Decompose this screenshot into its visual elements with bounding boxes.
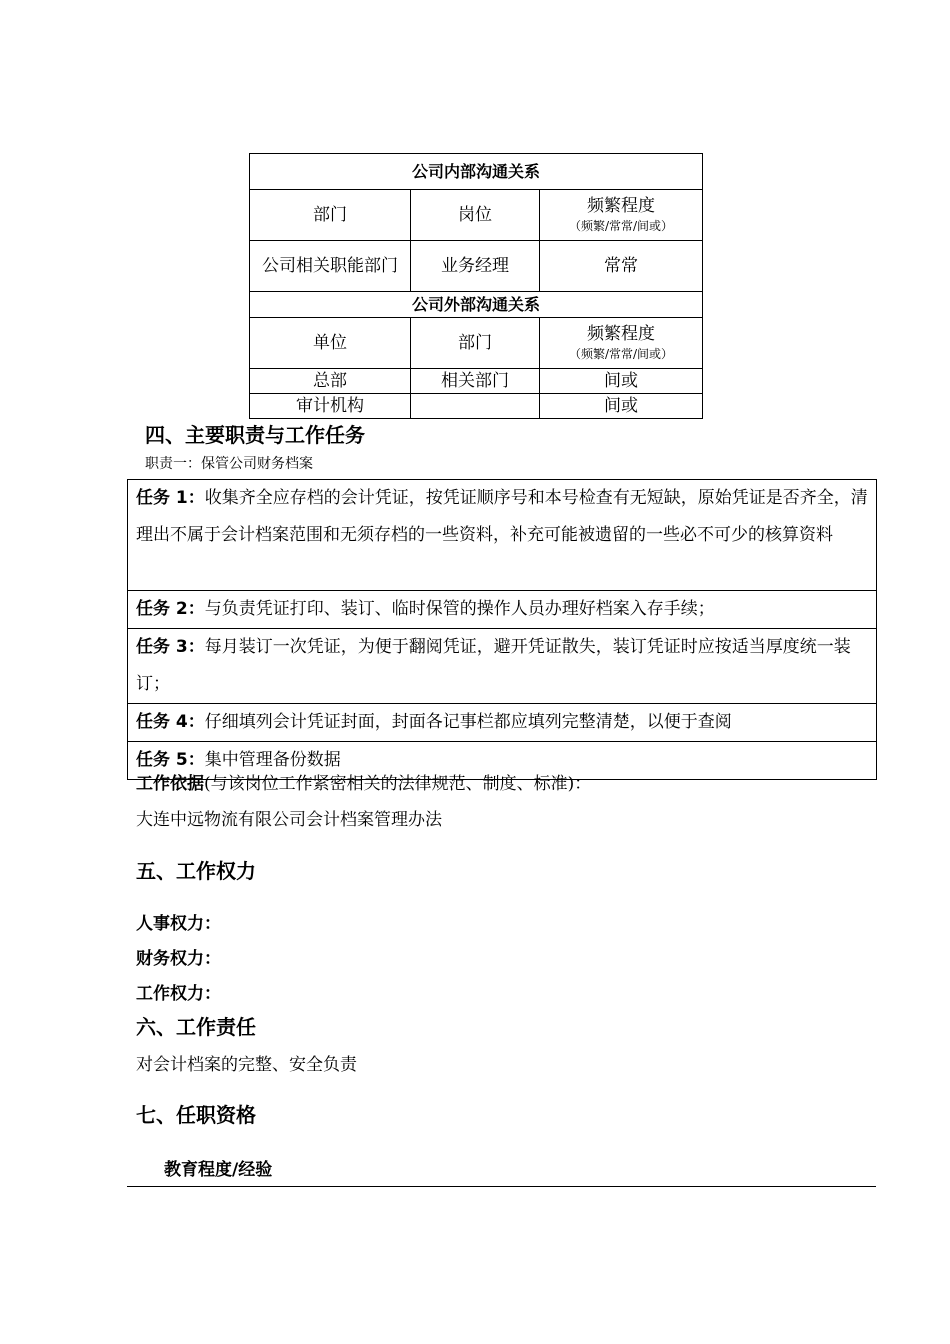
external-row-dept: 相关部门: [411, 369, 540, 394]
task-item: [128, 704, 877, 742]
freq-label: 频繁程度: [587, 324, 655, 344]
task-item: [128, 480, 877, 591]
power-item-personnel: 人事权力：: [136, 914, 221, 934]
task-text: 与负责凭证打印、装订、临时保管的操作人员办理好档案入存手续；: [204, 599, 715, 619]
duty-title: 职责一：保管公司财务档案: [145, 456, 313, 472]
power-item-work: 工作权力：: [136, 984, 221, 1004]
freq-note: （频繁/常常/间或）: [568, 219, 674, 233]
task-label: 任务 2：: [136, 599, 205, 619]
internal-header-freq: [540, 190, 703, 241]
divider-line: [127, 1186, 876, 1187]
task-label: 任务 1：: [136, 488, 205, 508]
external-header-unit: 单位: [250, 318, 411, 369]
section7-title: 七、任职资格: [136, 1103, 256, 1127]
education-subtitle: 教育程度/经验: [164, 1160, 273, 1180]
power-item-finance: 财务权力：: [136, 949, 221, 969]
internal-row-dept: 公司相关职能部门: [250, 241, 411, 292]
internal-row-post: 业务经理: [411, 241, 540, 292]
external-row-unit: 审计机构: [250, 394, 411, 419]
task-text: 仔细填列会计凭证封面，封面各记事栏都应填列完整清楚，以便于查阅: [204, 712, 732, 732]
work-basis-label: 工作依据: [136, 774, 204, 794]
section5-title: 五、工作权力: [136, 859, 256, 883]
freq-note: （频繁/常常/间或）: [568, 347, 674, 361]
work-basis-text: 大连中远物流有限公司会计档案管理办法: [136, 810, 442, 830]
section4-title: 四、主要职责与工作任务: [145, 423, 365, 447]
task-text: 集中管理备份数据: [204, 750, 341, 770]
external-row-unit: 总部: [250, 369, 411, 394]
task-text: 收集齐全应存档的会计凭证，按凭证顺序号和本号检查有无短缺，原始凭证是否齐全，清理出不属于会计档案范围和无须存档的一些资料，补充可能被遗留的一些必不可少的核算资料: [136, 488, 868, 545]
external-comm-title: 公司外部沟通关系: [250, 292, 703, 318]
task-text: 每月装订一次凭证，为便于翻阅凭证，避开凭证散失，装订凭证时应按适当厚度统一装订；: [136, 637, 851, 694]
tasks-table: [127, 479, 877, 780]
responsibility-text: 对会计档案的完整、安全负责: [136, 1055, 357, 1075]
task-item: [128, 629, 877, 704]
task-item: [128, 591, 877, 629]
external-row-freq: 间或: [540, 394, 703, 419]
work-basis-note: (与该岗位工作紧密相关的法律规范、制度、标准)：: [204, 774, 592, 794]
section6-title: 六、工作责任: [136, 1015, 256, 1039]
task-label: 任务 3：: [136, 637, 205, 657]
external-header-dept: 部门: [411, 318, 540, 369]
freq-label: 频繁程度: [587, 196, 655, 216]
task-label: 任务 5：: [136, 750, 205, 770]
task-label: 任务 4：: [136, 712, 205, 732]
work-basis: [136, 769, 591, 794]
internal-header-post: 岗位: [411, 190, 540, 241]
external-row-dept: [411, 394, 540, 419]
external-row-freq: 间或: [540, 369, 703, 394]
communication-table: [249, 153, 703, 419]
internal-header-dept: 部门: [250, 190, 411, 241]
internal-comm-title: 公司内部沟通关系: [250, 154, 703, 190]
external-header-freq: [540, 318, 703, 369]
internal-row-freq: 常常: [540, 241, 703, 292]
